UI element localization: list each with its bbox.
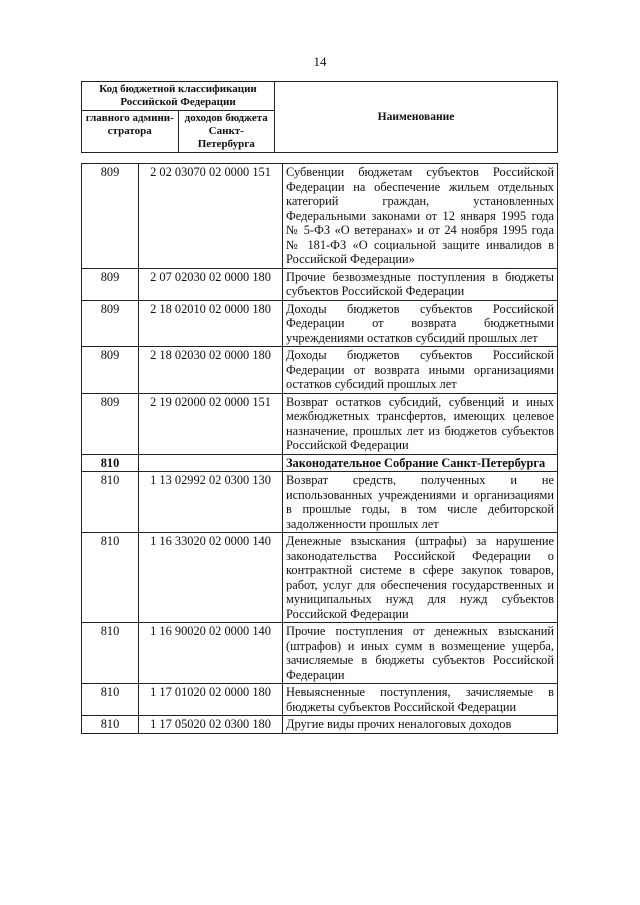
name-cell: Невыясненные поступления, зачисляемые в бюджеты субъектов Российской Федерации xyxy=(283,684,558,716)
income-code-cell: 1 17 01020 02 0000 180 xyxy=(139,684,283,716)
admin-code-cell: 809 xyxy=(82,268,139,300)
admin-code-cell: 810 xyxy=(82,472,139,533)
data-table xyxy=(81,163,558,734)
table-row xyxy=(82,300,558,347)
admin-code-cell: 809 xyxy=(82,393,139,454)
header-name-cell: Наименование xyxy=(275,82,558,153)
name-cell: Законодательное Собрание Санкт-Петербурга xyxy=(283,454,558,472)
income-code-cell: 2 19 02000 02 0000 151 xyxy=(139,393,283,454)
header-group-cell: Код бюджетной классификации Российской Федерации xyxy=(82,82,275,111)
table-row xyxy=(82,684,558,716)
name-cell: Доходы бюджетов субъектов Российской Федерации от возврата иными организациями остатков субсидий прошлых лет xyxy=(283,347,558,394)
admin-code-cell: 809 xyxy=(82,164,139,269)
income-code-cell: 2 07 02030 02 0000 180 xyxy=(139,268,283,300)
income-code-cell: 2 18 02010 02 0000 180 xyxy=(139,300,283,347)
admin-code-cell: 810 xyxy=(82,623,139,684)
table-row xyxy=(82,533,558,623)
header-code-cell: доходов бюджета Санкт-Петербурга xyxy=(178,111,275,153)
income-code-cell: 1 13 02992 02 0300 130 xyxy=(139,472,283,533)
name-cell: Субвенции бюджетам субъектов Российской Федерации на обеспечение жильем отдельных категорий граждан, установленных Федеральными законами от 12 января 1995 года № 5-ФЗ «О ветеранах» и от 24 ноября 1995 года № 181-ФЗ «О социальной защите инвалидов в Российской Федерации» xyxy=(283,164,558,269)
name-cell: Возврат остатков субсидий, субвенций и иных межбюджетных трансфертов, имеющих целевое назначение, прошлых лет из бюджетов субъектов Российской Федерации xyxy=(283,393,558,454)
income-code-cell: 1 16 33020 02 0000 140 xyxy=(139,533,283,623)
admin-code-cell: 810 xyxy=(82,716,139,734)
header-table xyxy=(81,81,558,153)
admin-code-cell: 809 xyxy=(82,347,139,394)
table-row xyxy=(82,347,558,394)
income-code-cell: 1 17 05020 02 0300 180 xyxy=(139,716,283,734)
header-admin-cell: главного админи-стратора xyxy=(82,111,179,153)
page-number: 14 xyxy=(313,54,327,69)
admin-code-cell: 810 xyxy=(82,533,139,623)
income-code-cell: 2 18 02030 02 0000 180 xyxy=(139,347,283,394)
table-row xyxy=(82,268,558,300)
table-row xyxy=(82,716,558,734)
table-row xyxy=(82,393,558,454)
income-code-cell xyxy=(139,454,283,472)
name-cell: Прочие безвозмездные поступления в бюджеты субъектов Российской Федерации xyxy=(283,268,558,300)
name-cell: Возврат средств, полученных и не использованных учреждениями и организациями в прошлые годы, в том числе дебиторской задолженности прошлых лет xyxy=(283,472,558,533)
table-row xyxy=(82,454,558,472)
income-code-cell: 1 16 90020 02 0000 140 xyxy=(139,623,283,684)
table-body xyxy=(82,164,558,734)
name-cell: Другие виды прочих неналоговых доходов xyxy=(283,716,558,734)
header-row-1 xyxy=(82,82,558,111)
admin-code-cell: 810 xyxy=(82,684,139,716)
name-cell: Прочие поступления от денежных взысканий (штрафов) и иных сумм в возмещение ущерба, зачисляемые в бюджеты субъектов Российской Федерации xyxy=(283,623,558,684)
income-code-cell: 2 02 03070 02 0000 151 xyxy=(139,164,283,269)
table-row xyxy=(82,623,558,684)
table-row xyxy=(82,472,558,533)
admin-code-cell: 809 xyxy=(82,300,139,347)
name-cell: Денежные взыскания (штрафы) за нарушение законодательства Российской Федерации о контрактной системе в сфере закупок товаров, работ, услуг для обеспечения государственных и муниципальных нужд для нужд субъектов Российской Федерации xyxy=(283,533,558,623)
admin-code-cell: 810 xyxy=(82,454,139,472)
table-row xyxy=(82,164,558,269)
name-cell: Доходы бюджетов субъектов Российской Федерации от возврата бюджетными учреждениями остатков субсидий прошлых лет xyxy=(283,300,558,347)
